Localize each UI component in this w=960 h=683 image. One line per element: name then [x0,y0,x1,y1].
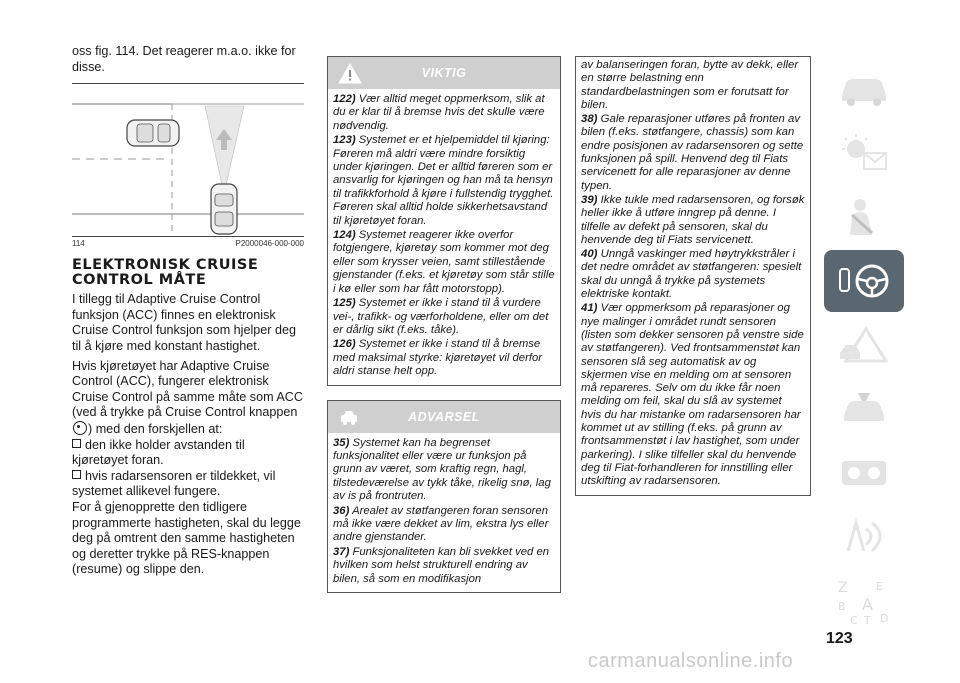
viktig-item: 124) Systemet reagerer ikke overfor fotgjengere, kjøretøy som kommer mot deg eller som krysser veien, samt stillestående gjenstander (f.eks. et kjøretøy som står stille i kø eller som har fått motorstopp). [333,229,555,295]
advarsel-panel [327,400,561,593]
cruise-control-knob-icon [73,421,87,435]
figure-number: 114 [72,239,85,249]
emergency-triangle-icon [836,323,892,367]
tab-technical-data[interactable] [824,442,904,504]
viktig-item: 125) Systemet er ikke i stand til å vurdere vei-, trafikk- og værforholdene, eller om det er dårlig sikt (f.eks. tåke). [333,297,549,336]
advarsel-item: 37) Funksjonaliteten kan bli svekket ved en hvilken som helst strukturell endring av bilen, så som en modifikasjon [333,545,550,585]
advarsel-item: 35) Systemet kan ha begrenset funksjonalitet eller være ur funksjon på grunn av været, som kraftig regn, hagl, tilstedeværelse av tykk tåke, rikelig snø, lag av is på frontruten. [333,436,551,503]
advarsel-continued-body [576,57,810,495]
viktig-item: 126) Systemet er ikke i stand til å bremse med maksimal styrke: kjøretøyet vil derfor aldri stanse helt opp. [333,338,543,378]
advarsel-header [328,401,560,433]
bullet-item: hvis radarsensoren er tildekket, vil systemet allikevel fungere. [72,468,276,499]
chapter-sidebar [824,58,904,634]
advarsel-item: 41) Vær oppmerksom på reparasjoner og nye malinger i området rundt sensoren (listen som dekker sensoren på venstre side av støtfangeren). Ved frontsammenstøt kan sensoren slå seg automatisk av og skjermen vise en melding om at sensoren må repareres. Selv om du ikke får noen melding om feil, skal du slå av systemet hvis du har mistanke om radarsensoren har kommet ut av stilling (f.eks. på grunn av frontsammenstøt i lav hastighet, som under parkering). I slike tilfeller skal du henvende deg til Fiat-forhandleren for innstilling eller utskifting av radarsensoren. [581,302,804,488]
figure-code: P2000046-000-000 [235,239,304,249]
tab-maintenance[interactable] [824,378,904,440]
watermark: carmanualsonline.info [588,650,794,672]
road-illustration [72,84,304,236]
tab-multimedia[interactable] [824,506,904,568]
title-line-1: ELEKTRONISK CRUISE [72,257,259,274]
advarsel-continued-panel [575,56,811,496]
advarsel-item: 38) Gale reparasjoner utføres på fronten av bilen (f.eks. støtfangere, chassis) som kan endre posisjonen av radarsensoren og sette funksjonen på spill. Henvend deg til Fiats servicenett for alle reparasjoner av denne typen. [581,113,804,192]
bullet-item: den ikke holder avstanden til kjøretøyet foran. [72,437,245,468]
viktig-title: VIKTIG [421,66,467,80]
seatbelt-icon [836,195,892,239]
index-letter: Z [838,580,848,596]
tab-lights-warnings[interactable] [824,122,904,184]
page-number: 123 [826,630,853,647]
car-info-icon [836,69,892,109]
figure-114 [72,83,304,237]
car-warning-icon [338,407,360,427]
paragraph-1: I tillegg til Adaptive Cruise Control funksjon (ACC) finnes en elektronisk Cruise Control funksjon som hjelper deg til å kjøre med konstant hastighet. [72,292,297,353]
viktig-header [328,57,560,89]
tab-index[interactable] [824,570,904,632]
steering-wheel-icon [834,259,894,303]
tab-safety[interactable] [824,186,904,248]
tab-emergency[interactable] [824,314,904,376]
car-ego-icon [211,184,237,234]
advarsel-item: 39) Ikke tukle med radarsensoren, og forsøk heller ikke å utføre inngrep på denne. I tilfelle av defekt på sensoren, skal du henvende deg til Fiats servicenett. [581,193,805,246]
alphabetical-index-icon [832,576,896,626]
viktig-body [328,89,560,385]
paragraph-3: For å gjenopprette den tidligere programmerte hastigheten, skal du legge deg på omtrent den samme hastigheten og deretter trykke på RES-knappen (resume) og slippe den. [72,499,301,577]
intro-text: oss fig. 114. Det reagerer m.a.o. ikke for disse. [72,44,296,74]
warning-triangle-icon [338,63,362,84]
column-1 [72,44,304,578]
paragraph-2 [72,359,304,438]
maintenance-icon [836,387,892,431]
index-letter: B [838,600,846,613]
tab-starting-driving[interactable] [824,250,904,312]
column-3 [575,56,811,496]
warning-lights-icon [836,131,892,175]
viktig-item: 122) Vær alltid meget oppmerksom, slik at du er klar til å bremse hvis det skulle være nødvendig. [333,93,545,132]
index-letter: T [864,614,871,626]
index-letter: E [876,580,883,593]
tab-car-info[interactable] [824,58,904,120]
advarsel-item: 40) Unngå vaskinger med høytrykkstråler i det nedre området av støtfangeren: spesielt skal du unngå å trykke på systemets elektriske kontakt. [581,248,802,301]
advarsel-item: av balanseringen foran, bytte av dekk, eller en større belastning enn standardbelastningen som er forutsatt for bilen. [581,59,799,111]
viktig-panel [327,56,561,386]
bullet-box-icon [72,439,81,448]
paragraph-2-part-a: Hvis kjøretøyet har Adaptive Cruise Control (ACC), fungerer elektronisk Cruise Control på samme måte som ACC (ved å trykke på Cruise Control knappen [72,358,303,420]
viktig-item: 123) Systemet er et hjelpemiddel til kjøring: Føreren må aldri være mindre forsiktig under kjøringen. Det er alltid føreren som er ansvarlig for kjøringen og han må ta hensyn til trafikkforhold å kjøre i fullstendig trygghet. Føreren skal alltid holde sikkerhetsavstand til kjøretøyet foran. [333,134,554,227]
car-front-icon [127,120,179,146]
title-line-2: CONTROL MÅTE [72,272,207,289]
column-2 [327,56,561,593]
paragraph-2-part-b: ) med den forskjellen at: [88,421,223,436]
advarsel-title: ADVARSEL [408,409,480,424]
index-letter: C [850,614,858,626]
multimedia-icon [836,515,892,559]
advarsel-item: 36) Arealet av støtfangeren foran sensoren må ikke være dekket av lim, ekstra lys eller andre gjenstander. [333,504,549,544]
bullet-box-icon [72,470,81,479]
technical-data-icon [836,451,892,495]
advarsel-body [328,433,560,592]
index-letter: A [862,595,873,614]
index-letter: D [880,612,889,625]
section-title [72,258,304,288]
figure-caption [72,239,304,248]
